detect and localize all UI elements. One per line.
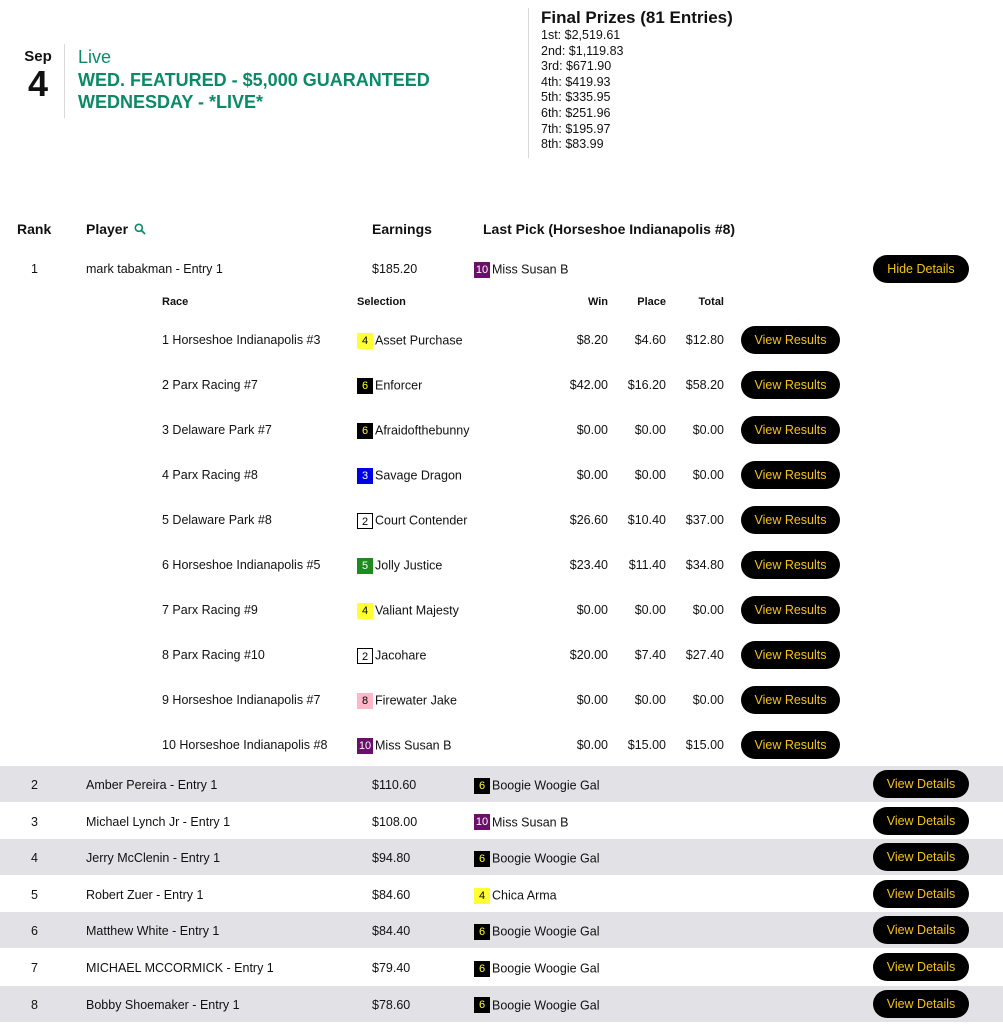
earnings-cell: $110.60 [372, 778, 417, 792]
post-number-badge: 6 [474, 924, 490, 940]
detail-row [0, 505, 1003, 535]
race-cell: 8 Parx Racing #10 [162, 648, 265, 662]
earnings-cell: $78.60 [372, 997, 411, 1012]
horse-name: Miss Susan B [492, 815, 569, 830]
view-results-button[interactable]: View Results [741, 596, 840, 624]
earnings-cell: $84.60 [372, 887, 411, 902]
post-number-badge: 3 [357, 468, 373, 484]
place-cell: $0.00 [634, 423, 666, 437]
view-details-button[interactable]: View Details [873, 843, 969, 871]
prize-item: 4th: $419.93 [541, 74, 611, 89]
detail-row [0, 325, 1003, 355]
view-results-button[interactable]: View Results [741, 731, 840, 759]
selection-cell [357, 602, 459, 619]
table-row [0, 254, 1003, 284]
place-cell: $4.60 [634, 333, 666, 347]
post-number-badge: 6 [357, 378, 373, 394]
detail-row [0, 460, 1003, 490]
view-details-button[interactable]: View Details [873, 807, 969, 835]
player-name: Robert Zuer - Entry 1 [86, 887, 204, 902]
post-number-badge: 6 [474, 851, 490, 867]
win-cell: $0.00 [576, 738, 608, 752]
horse-name: Savage Dragon [375, 468, 462, 483]
earnings-cell: $185.20 [372, 262, 418, 276]
place-cell: $0.00 [634, 693, 666, 707]
rank-cell: 5 [31, 887, 38, 902]
event-title: WED. FEATURED - $5,000 GUARANTEED WEDNESDAY - *LIVE* [78, 70, 430, 112]
prize-item: 5th: $335.95 [541, 90, 611, 105]
horse-name: Boogie Woogie Gal [492, 851, 600, 866]
prize-item: 8th: $83.99 [541, 137, 604, 152]
place-cell: $11.40 [628, 558, 666, 572]
table-row [0, 912, 1003, 948]
race-cell: 4 Parx Racing #8 [162, 468, 258, 482]
rank-cell: 3 [31, 814, 38, 829]
win-cell: $0.00 [576, 603, 608, 617]
horse-name: Jolly Justice [375, 558, 443, 573]
last-pick-cell [474, 887, 557, 904]
selection-cell [357, 332, 463, 349]
post-number-badge: 6 [474, 997, 490, 1013]
win-cell: $0.00 [576, 423, 608, 437]
earnings-cell: $84.40 [372, 924, 411, 939]
search-icon[interactable] [134, 220, 146, 240]
player-name: mark tabakman - Entry 1 [86, 262, 223, 276]
player-name: MICHAEL MCCORMICK - Entry 1 [86, 961, 274, 975]
post-number-badge: 10 [475, 816, 489, 829]
event-day: 4 [27, 63, 49, 104]
rank-cell: 7 [31, 961, 38, 975]
detail-row [0, 595, 1003, 625]
player-name: Jerry McClenin - Entry 1 [86, 851, 221, 866]
post-number-badge: 4 [357, 603, 373, 619]
rank-cell: 6 [31, 924, 38, 939]
total-cell: $34.80 [685, 558, 724, 572]
prize-item: 6th: $251.96 [541, 105, 611, 120]
win-cell: $0.00 [576, 693, 608, 707]
selection-cell [357, 737, 451, 754]
prize-item: 2nd: $1,119.83 [541, 43, 624, 58]
race-cell: 6 Horseshoe Indianapolis #5 [162, 558, 321, 572]
detail-row [0, 685, 1003, 715]
view-results-button[interactable]: View Results [741, 416, 840, 444]
post-number-badge: 4 [474, 888, 490, 904]
view-details-button[interactable]: View Details [873, 916, 969, 944]
view-details-button[interactable]: View Details [873, 953, 969, 981]
view-details-button[interactable]: View Details [873, 990, 969, 1018]
divider [64, 44, 65, 118]
place-cell: $16.20 [627, 378, 666, 392]
view-results-button[interactable]: View Results [741, 551, 840, 579]
horse-name: Boogie Woogie Gal [492, 998, 600, 1013]
table-row [0, 949, 1003, 985]
view-results-button[interactable]: View Results [741, 371, 840, 399]
horse-name: Miss Susan B [375, 738, 452, 753]
player-name: Michael Lynch Jr - Entry 1 [86, 814, 231, 829]
total-cell: $15.00 [685, 738, 724, 752]
table-row [0, 839, 1003, 875]
horse-name: Firewater Jake [375, 693, 457, 708]
total-cell: $58.20 [685, 378, 724, 392]
detail-row [0, 550, 1003, 580]
detail-row [0, 640, 1003, 670]
view-results-button[interactable]: View Results [741, 641, 840, 669]
detail-col-race: Race [162, 296, 189, 308]
detail-row [0, 730, 1003, 760]
final-prizes [541, 8, 733, 153]
win-cell: $0.00 [576, 468, 608, 482]
table-row [0, 803, 1003, 839]
detail-col-selection: Selection [357, 296, 406, 308]
place-cell: $15.00 [627, 738, 666, 752]
col-player [86, 219, 146, 240]
post-number-badge: 4 [357, 333, 373, 349]
win-cell: $20.00 [569, 648, 608, 662]
prizes-title: Final Prizes (81 Entries) [541, 8, 733, 27]
event-status: Live [78, 47, 112, 67]
total-cell: $0.00 [692, 468, 724, 482]
horse-name: Court Contender [375, 513, 468, 528]
prize-item: 1st: $2,519.61 [541, 28, 621, 42]
player-name: Amber Pereira - Entry 1 [86, 778, 218, 792]
table-row [0, 766, 1003, 802]
rank-cell: 2 [31, 778, 38, 792]
post-number-badge: 10 [358, 739, 372, 752]
event-month: Sep [24, 48, 52, 65]
selection-cell [357, 512, 467, 529]
win-cell: $42.00 [569, 378, 608, 392]
last-pick-cell [474, 814, 568, 831]
rank-cell: 4 [31, 851, 38, 866]
prize-item: 3rd: $671.90 [541, 59, 612, 74]
horse-name: Jacohare [375, 648, 427, 663]
horse-name: Enforcer [375, 378, 423, 393]
rank-cell: 8 [31, 997, 38, 1012]
horse-name: Asset Purchase [375, 333, 463, 348]
place-cell: $0.00 [634, 468, 666, 482]
table-row [0, 876, 1003, 912]
horse-name: Boogie Woogie Gal [492, 778, 600, 793]
earnings-cell: $108.00 [372, 814, 418, 829]
detail-col-place: Place [637, 296, 666, 308]
horse-name: Valiant Majesty [375, 603, 459, 618]
rank-cell: 1 [31, 262, 38, 276]
race-cell: 9 Horseshoe Indianapolis #7 [162, 693, 321, 707]
col-earnings: Earnings [372, 221, 432, 237]
post-number-badge: 6 [474, 961, 490, 977]
earnings-cell: $79.40 [372, 961, 411, 975]
player-name: Matthew White - Entry 1 [86, 924, 220, 939]
detail-col-total: Total [698, 296, 724, 308]
race-cell: 10 Horseshoe Indianapolis #8 [162, 738, 328, 752]
total-cell: $37.00 [685, 513, 724, 527]
selection-cell [357, 422, 470, 439]
view-results-button[interactable]: View Results [741, 461, 840, 489]
detail-row [0, 370, 1003, 400]
horse-name: Boogie Woogie Gal [492, 925, 600, 940]
win-cell: $8.20 [576, 333, 608, 347]
last-pick-cell [474, 960, 599, 977]
horse-name: Boogie Woogie Gal [492, 961, 600, 976]
last-pick-cell [474, 997, 599, 1014]
table-row [0, 986, 1003, 1022]
view-results-button[interactable]: View Results [741, 686, 840, 714]
total-cell: $0.00 [692, 693, 724, 707]
view-details-button[interactable]: View Details [873, 880, 969, 908]
selection-cell [357, 557, 442, 574]
race-cell: 7 Parx Racing #9 [162, 603, 258, 617]
last-pick-cell [474, 850, 599, 867]
event-info [78, 47, 518, 113]
race-cell: 2 Parx Racing #7 [162, 378, 258, 392]
selection-cell [357, 467, 462, 484]
win-cell: $26.60 [569, 513, 608, 527]
horse-name: Miss Susan B [492, 262, 569, 277]
race-cell: 3 Delaware Park #7 [162, 423, 272, 437]
post-number-badge: 5 [357, 558, 373, 574]
player-name: Bobby Shoemaker - Entry 1 [86, 997, 240, 1012]
divider [528, 8, 529, 158]
horse-name: Afraidofthebunny [375, 423, 470, 438]
last-pick-cell [474, 777, 599, 794]
place-cell: $7.40 [634, 648, 666, 662]
post-number-badge: 2 [357, 513, 373, 529]
prizes-list [541, 28, 733, 153]
view-results-button[interactable]: View Results [741, 506, 840, 534]
view-results-button[interactable]: View Results [741, 326, 840, 354]
post-number-badge: 6 [357, 423, 373, 439]
total-cell: $27.40 [685, 648, 724, 662]
last-pick-cell [474, 923, 599, 940]
detail-col-win: Win [587, 296, 608, 308]
col-rank: Rank [17, 221, 52, 237]
place-cell: $0.00 [634, 603, 666, 617]
col-player-label: Player [86, 221, 129, 237]
race-cell: 5 Delaware Park #8 [162, 513, 272, 527]
race-cell: 1 Horseshoe Indianapolis #3 [162, 333, 321, 347]
hide-details-button[interactable]: Hide Details [873, 255, 969, 283]
win-cell: $23.40 [569, 558, 608, 572]
prize-item: 7th: $195.97 [541, 121, 611, 136]
detail-row [0, 415, 1003, 445]
total-cell: $0.00 [692, 423, 724, 437]
horse-name: Chica Arma [492, 888, 557, 903]
view-details-button[interactable]: View Details [873, 770, 969, 798]
selection-cell [357, 692, 457, 709]
selection-cell [357, 647, 426, 664]
post-number-badge: 6 [474, 778, 490, 794]
post-number-badge: 10 [475, 263, 489, 276]
col-last-pick: Last Pick (Horseshoe Indianapolis #8) [483, 221, 736, 237]
total-cell: $12.80 [685, 333, 724, 347]
earnings-cell: $94.80 [372, 851, 411, 866]
total-cell: $0.00 [692, 603, 724, 617]
last-pick-cell [474, 261, 568, 278]
post-number-badge: 2 [357, 648, 373, 664]
post-number-badge: 8 [357, 693, 373, 709]
event-date [20, 48, 56, 102]
selection-cell [357, 377, 422, 394]
place-cell: $10.40 [627, 513, 666, 527]
